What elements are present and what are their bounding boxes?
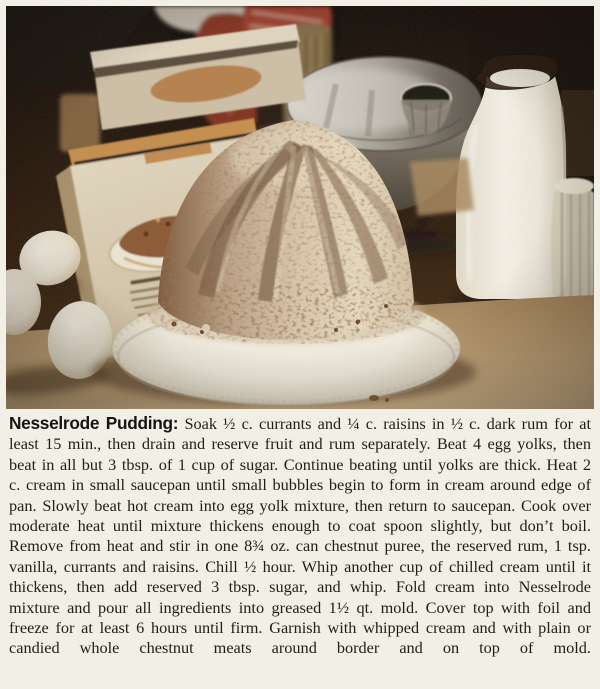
recipe-text-block: [9, 413, 591, 685]
photo-scene: [6, 6, 594, 409]
photo-vignette: [6, 6, 594, 409]
recipe-body: Soak ½ c. currants and ¼ c. raisins in ½ c. dark rum for at least 15 min., then drain and reserve fruit and rum separately. Beat 4 egg yolks, then beat in all but 3 tbsp. of 1 cup of sugar. Continue beating until yolks are thick. Heat 2 c. cream in small saucepan until small bubbles begin to form in cream around edge of pan. Slowly beat hot cream into egg yolk mixture, then return to saucepan. Cook over moderate heat until mixture thickens enough to coat spoon slightly, but don’t boil. Remove from heat and stir in one 8¾ oz. can chestnut puree, the reserved rum, 1 tsp. vanilla, currants and raisins. Chill ½ hour. Whip another cup of chilled cream until it thickens, then add reserved 3 tbsp. sugar, and whip. Fold cream into Nesselrode mixture and pour all ingredients into greased 1½ qt. mold. Cover top with foil and freeze for at least 6 hours until firm. Garnish with whipped cream and with plain or candied whole chestnut meats around border and on top of mold.: [9, 414, 591, 658]
recipe-paragraph: [9, 413, 591, 659]
recipe-photo: [6, 6, 594, 409]
recipe-title: Nesselrode Pudding:: [9, 413, 179, 433]
